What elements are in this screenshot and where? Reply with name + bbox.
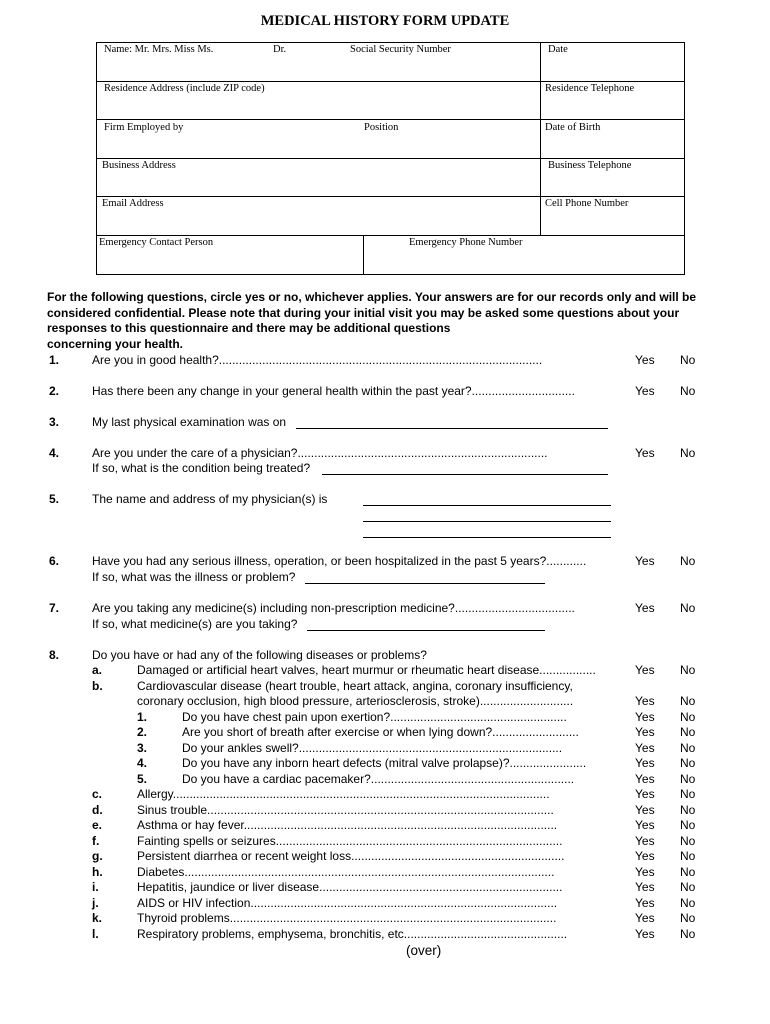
grid-line <box>96 42 97 275</box>
grid-line <box>96 158 684 159</box>
no-option[interactable]: No <box>680 803 696 817</box>
name-field[interactable]: Name: Mr. Mrs. Miss Ms. <box>104 44 214 55</box>
grid-line <box>540 119 541 158</box>
condition-blank[interactable] <box>322 474 608 475</box>
item-text: Hepatitis, jaundice or liver disease......................................................................... <box>137 880 563 894</box>
subitem-text: Do your ankles swell?............................................................................... <box>182 741 563 755</box>
physician-blank[interactable] <box>363 537 611 538</box>
yes-option[interactable]: Yes <box>635 756 655 770</box>
emergency-contact-field[interactable]: Emergency Contact Person <box>99 237 214 248</box>
residence-address-field[interactable]: Residence Address (include ZIP code) <box>104 83 265 94</box>
instructions-line: considered confidential. Please note that during your initial visit you may be asked some questions about your <box>47 305 680 320</box>
item-letter: e. <box>92 818 103 832</box>
question-4-text: Are you under the care of a physician?........................................................................... <box>92 446 548 460</box>
no-option[interactable]: No <box>680 601 696 615</box>
form-title: MEDICAL HISTORY FORM UPDATE <box>260 13 510 29</box>
question-number: 2. <box>49 384 60 398</box>
item-text: Thyroid problems.................................................................................................. <box>137 911 557 925</box>
question-number: 4. <box>49 446 60 460</box>
subitem-text: Do you have chest pain upon exertion?..................................................... <box>182 710 567 724</box>
yes-option[interactable]: Yes <box>635 741 655 755</box>
yes-option[interactable]: Yes <box>635 725 655 739</box>
dr-label: Dr. <box>273 44 287 55</box>
question-number: 1. <box>49 353 60 367</box>
subitem-text: Do you have a cardiac pacemaker?............................................................. <box>182 772 575 786</box>
item-text: Asthma or hay fever.............................................................................................. <box>137 818 558 832</box>
yes-option[interactable]: Yes <box>635 803 655 817</box>
item-text: Fainting spells or seizures...................................................................................... <box>137 834 563 848</box>
item-text: Cardiovascular disease (heart trouble, heart attack, angina, coronary insufficiency, <box>137 679 573 693</box>
item-letter: c. <box>92 787 103 801</box>
no-option[interactable]: No <box>680 818 696 832</box>
yes-option[interactable]: Yes <box>635 710 655 724</box>
item-letter: k. <box>92 911 103 925</box>
yes-option[interactable]: Yes <box>635 896 655 910</box>
no-option[interactable]: No <box>680 384 696 398</box>
yes-option[interactable]: Yes <box>635 787 655 801</box>
page-continuation-note: (over) <box>406 943 442 958</box>
grid-line <box>96 81 684 82</box>
no-option[interactable]: No <box>680 880 696 894</box>
business-address-field[interactable]: Business Address <box>102 160 176 171</box>
question-number: 7. <box>49 601 60 615</box>
grid-line <box>96 235 684 236</box>
no-option[interactable]: No <box>680 710 696 724</box>
subitem-number: 4. <box>137 756 148 770</box>
question-6-text: Have you had any serious illness, operation, or been hospitalized in the past 5 years?............ <box>92 554 587 568</box>
item-text: Allergy................................................................................................................. <box>137 787 550 801</box>
grid-line <box>96 119 684 120</box>
item-text: Sinus trouble........................................................................................................ <box>137 803 554 817</box>
yes-option[interactable]: Yes <box>635 554 655 568</box>
yes-option[interactable]: Yes <box>635 384 655 398</box>
date-of-birth-field[interactable]: Date of Birth <box>545 122 601 133</box>
no-option[interactable]: No <box>680 787 696 801</box>
subitem-text: Do you have any inborn heart defects (mitral valve prolapse)?....................... <box>182 756 587 770</box>
yes-option[interactable]: Yes <box>635 865 655 879</box>
grid-line <box>540 196 541 235</box>
item-letter: a. <box>92 663 103 677</box>
yes-option[interactable]: Yes <box>635 772 655 786</box>
item-text: coronary occlusion, high blood pressure, arteriosclerosis, stroke)............................ <box>137 694 574 708</box>
item-letter: h. <box>92 865 103 879</box>
subitem-number: 1. <box>137 710 148 724</box>
question-2-text: Has there been any change in your general health within the past year?............................... <box>92 384 575 398</box>
yes-option[interactable]: Yes <box>635 911 655 925</box>
grid-line <box>96 274 684 275</box>
no-option[interactable]: No <box>680 446 696 460</box>
item-text: Damaged or artificial heart valves, heart murmur or rheumatic heart disease................. <box>137 663 596 677</box>
emergency-phone-field[interactable]: Emergency Phone Number <box>409 237 523 248</box>
grid-line <box>540 81 541 119</box>
yes-option[interactable]: Yes <box>635 849 655 863</box>
question-6-followup: If so, what was the illness or problem? <box>92 570 296 584</box>
item-letter: d. <box>92 803 103 817</box>
yes-option[interactable]: Yes <box>635 353 655 367</box>
question-number: 8. <box>49 648 60 662</box>
date-field[interactable]: Date <box>548 44 568 55</box>
question-3-text: My last physical examination was on <box>92 415 287 429</box>
grid-line <box>540 158 541 196</box>
physician-blank[interactable] <box>363 505 611 506</box>
subitem-number: 2. <box>137 725 148 739</box>
cell-phone-field[interactable]: Cell Phone Number <box>545 198 629 209</box>
question-number: 6. <box>49 554 60 568</box>
residence-telephone-field[interactable]: Residence Telephone <box>545 83 635 94</box>
instructions-line: responses to this questionnaire and there may be additional questions <box>47 321 451 335</box>
exam-date-blank[interactable] <box>296 428 608 429</box>
no-option[interactable]: No <box>680 353 696 367</box>
no-option[interactable]: No <box>680 772 696 786</box>
yes-option[interactable]: Yes <box>635 601 655 615</box>
yes-option[interactable]: Yes <box>635 694 655 708</box>
question-1-text: Are you in good health?................................................................................................. <box>92 353 543 367</box>
yes-option[interactable]: Yes <box>635 818 655 832</box>
no-option[interactable]: No <box>680 741 696 755</box>
item-letter: j. <box>92 896 99 910</box>
subitem-text: Are you short of breath after exercise or when lying down?.......................... <box>182 725 579 739</box>
no-option[interactable]: No <box>680 865 696 879</box>
item-text: Respiratory problems, emphysema, bronchitis, etc................................................. <box>137 927 568 941</box>
no-option[interactable]: No <box>680 849 696 863</box>
item-text: AIDS or HIV infection............................................................................................ <box>137 896 558 910</box>
item-text: Diabetes............................................................................................................... <box>137 865 555 879</box>
question-4-followup: If so, what is the condition being treated? <box>92 461 311 475</box>
question-8-text: Do you have or had any of the following diseases or problems? <box>92 648 427 662</box>
item-letter: b. <box>92 679 103 693</box>
grid-line <box>96 196 684 197</box>
question-5-text: The name and address of my physician(s) is <box>92 492 328 506</box>
no-option[interactable]: No <box>680 927 696 941</box>
yes-option[interactable]: Yes <box>635 834 655 848</box>
item-letter: l. <box>92 927 99 941</box>
position-field[interactable]: Position <box>364 122 399 133</box>
yes-option[interactable]: Yes <box>635 927 655 941</box>
grid-line <box>96 42 684 43</box>
yes-option[interactable]: Yes <box>635 663 655 677</box>
item-letter: g. <box>92 849 103 863</box>
item-letter: f. <box>92 834 100 848</box>
question-number: 5. <box>49 492 60 506</box>
instructions-line: For the following questions, circle yes or no, whichever applies. Your answers are for our records only and will be <box>47 290 697 304</box>
no-option[interactable]: No <box>680 694 696 708</box>
question-7-followup: If so, what medicine(s) are you taking? <box>92 617 298 631</box>
ssn-field[interactable]: Social Security Number <box>350 44 451 55</box>
physician-blank[interactable] <box>363 521 611 522</box>
subitem-number: 3. <box>137 741 148 755</box>
subitem-number: 5. <box>137 772 148 786</box>
medicine-blank[interactable] <box>307 630 545 631</box>
grid-line <box>363 235 364 274</box>
no-option[interactable]: No <box>680 663 696 677</box>
no-option[interactable]: No <box>680 554 696 568</box>
yes-option[interactable]: Yes <box>635 446 655 460</box>
question-7-text: Are you taking any medicine(s) including non-prescription medicine?.................................... <box>92 601 575 615</box>
no-option[interactable]: No <box>680 756 696 770</box>
no-option[interactable]: No <box>680 834 696 848</box>
item-text: Persistent diarrhea or recent weight loss................................................................ <box>137 849 565 863</box>
email-address-field[interactable]: Email Address <box>102 198 164 209</box>
firm-employed-field[interactable]: Firm Employed by <box>104 122 184 133</box>
yes-option[interactable]: Yes <box>635 880 655 894</box>
no-option[interactable]: No <box>680 911 696 925</box>
no-option[interactable]: No <box>680 896 696 910</box>
no-option[interactable]: No <box>680 725 696 739</box>
illness-blank[interactable] <box>305 583 545 584</box>
instructions-line: concerning your health. <box>47 336 184 351</box>
grid-line <box>540 42 541 81</box>
item-letter: i. <box>92 880 99 894</box>
business-telephone-field[interactable]: Business Telephone <box>548 160 632 171</box>
instructions-paragraph <box>47 290 747 352</box>
question-number: 3. <box>49 415 60 429</box>
grid-line <box>684 42 685 275</box>
